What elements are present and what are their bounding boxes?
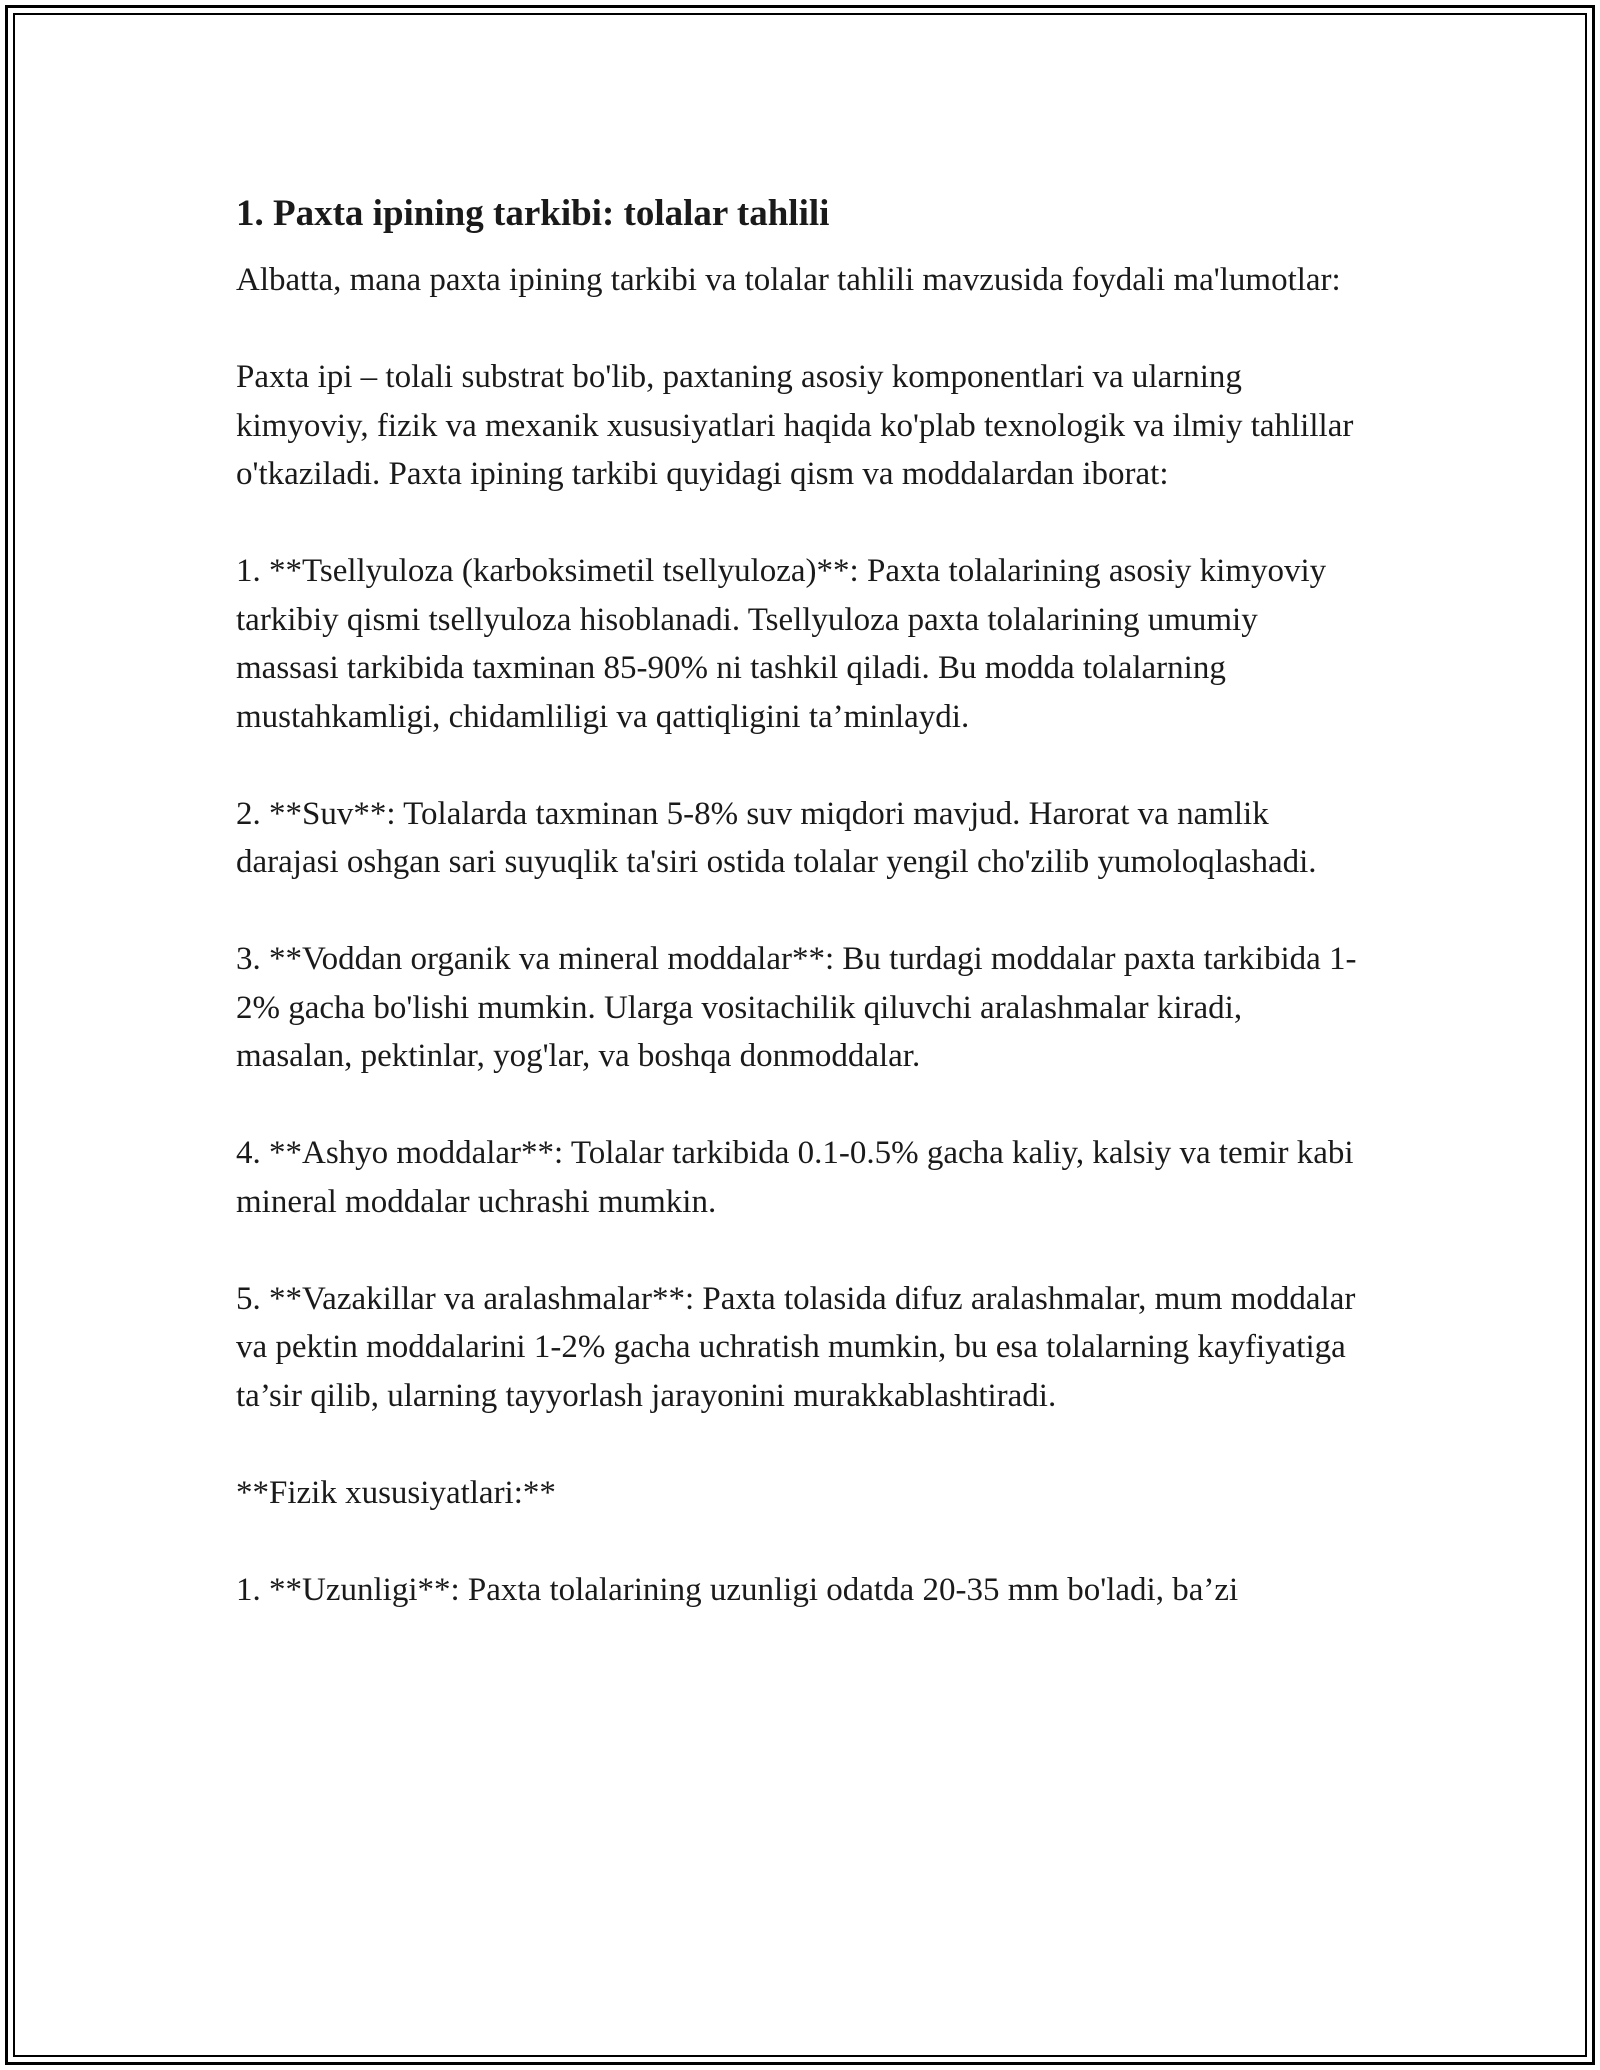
document-body [236, 186, 1366, 1614]
section-heading-physical: **Fizik xususiyatlari:** [236, 1474, 556, 1511]
paragraph-overview: Paxta ipi – tolali substrat bo'lib, paxtaning asosiy komponentlari va ularning kimyoviy, fizik va mexanik xususiyatlari haqida ko'plab texnologik va ilmiy tahlillar o'tkaziladi. Paxta ipining tarkibi quyidagi qism va moddalardan iborat: [236, 359, 1354, 492]
document-title: 1. Paxta ipining tarkibi: tolalar tahlili [236, 193, 830, 234]
list-item-impurities: 5. **Vazakillar va aralashmalar**: Paxta tolasida difuz aralashmalar, mum moddalar va pektin moddalarini 1-2% gacha uchratish mumkin, bu esa tolalarning kayfiyatiga ta’sir qilib, ularning tayyorlash jarayonini murakkablashtiradi. [236, 1280, 1356, 1414]
list-item-cellulose: 1. **Tsellyuloza (karboksimetil tsellyuloza)**: Paxta tolalarining asosiy kimyoviy tarkibiy qismi tsellyuloza hisoblanadi. Tsellyuloza paxta tolalarining umumiy massasi tarkibida taxminan 85-90% ni tashkil qiladi. Bu modda tolalarning mustahkamligi, chidamliligi va qattiqligini ta’minlaydi. [236, 553, 1327, 735]
paragraph-intro: Albatta, mana paxta ipining tarkibi va tolalar tahlili mavzusida foydali ma'lumotlar: [236, 262, 1341, 298]
list-item-length: 1. **Uzunligi**: Paxta tolalarining uzunligi odatda 20-35 mm bo'ladi, ba’zi [236, 1571, 1239, 1608]
list-item-organic-mineral: 3. **Voddan organik va mineral moddalar**: Bu turdagi moddalar paxta tarkibida 1-2% gacha bo'lishi mumkin. Ularga vositachilik qiluvchi aralashmalar kiradi, masalan, pektinlar, yog'lar, va boshqa donmoddalar. [236, 941, 1357, 1074]
list-item-water: 2. **Suv**: Tolalarda taxminan 5-8% suv miqdori mavjud. Harorat va namlik darajasi oshgan sari suyuqlik ta'siri ostida tolalar yengil cho'zilib yumoloqlashadi. [236, 795, 1317, 880]
list-item-ash: 4. **Ashyo moddalar**: Tolalar tarkibida 0.1-0.5% gacha kaliy, kalsiy va temir kabi mineral moddalar uchrashi mumkin. [236, 1135, 1354, 1220]
